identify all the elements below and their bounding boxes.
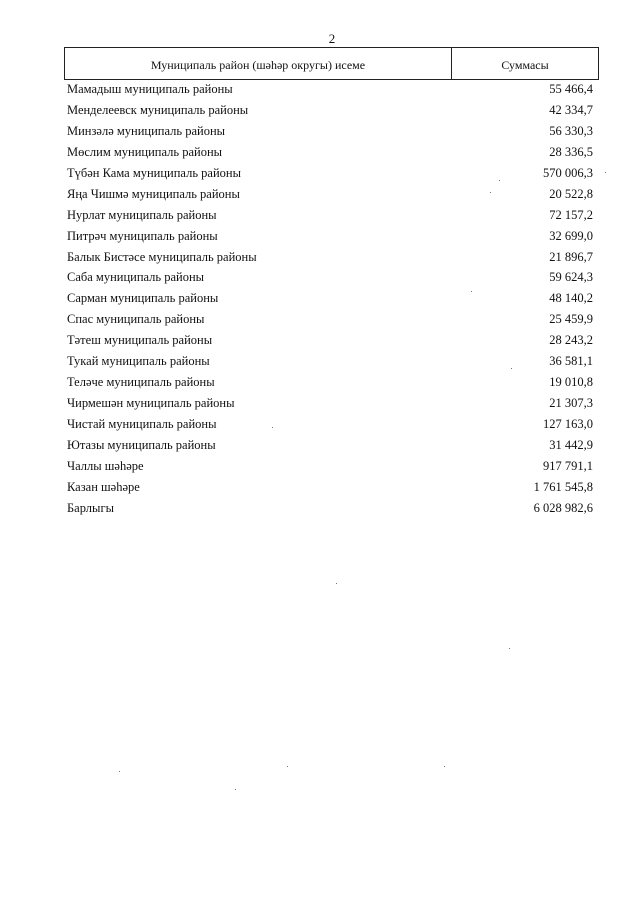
district-sum: 28 336,5 (549, 144, 593, 159)
table-row (67, 267, 593, 288)
table-row (67, 435, 593, 456)
city-name: Казан шәһәре (67, 479, 140, 494)
district-name: Теләче муниципаль районы (67, 375, 215, 390)
district-sum: 56 330,3 (549, 123, 593, 138)
table-row (67, 372, 593, 393)
table-body (67, 79, 593, 519)
scan-speck (272, 427, 273, 428)
district-sum: 59 624,3 (549, 270, 593, 285)
district-name: Мөслим муниципаль районы (67, 144, 223, 159)
district-sum: 31 442,9 (549, 437, 593, 452)
district-sum: 48 140,2 (549, 291, 593, 306)
table-row (67, 121, 593, 142)
scan-speck (119, 771, 120, 772)
table-row (67, 309, 593, 330)
district-name: Тукай муниципаль районы (67, 354, 210, 369)
column-header-name: Муниципаль район (шәһәр округы) исеме (65, 48, 452, 79)
table-row (67, 226, 593, 247)
scan-speck (490, 192, 491, 193)
table-row (67, 205, 593, 226)
scan-speck (336, 583, 337, 584)
total-row (67, 498, 593, 519)
scan-speck (444, 766, 445, 767)
city-sum: 917 791,1 (543, 458, 593, 473)
total-label: Барлыгы (67, 500, 114, 515)
district-sum: 36 581,1 (549, 354, 593, 369)
total-sum: 6 028 982,6 (533, 500, 593, 515)
page-number: 2 (328, 31, 336, 46)
district-name: Чирмешән муниципаль районы (67, 396, 235, 411)
district-name: Спас муниципаль районы (67, 312, 205, 327)
scan-speck (471, 291, 472, 292)
district-name: Сарман муниципаль районы (67, 291, 219, 306)
column-header-sum: Суммасы (501, 58, 549, 72)
district-sum: 28 243,2 (549, 333, 593, 348)
district-sum: 72 157,2 (549, 207, 593, 222)
district-sum: 21 307,3 (549, 396, 593, 411)
table-row (67, 414, 593, 435)
district-name: Нурлат муниципаль районы (67, 207, 217, 222)
district-sum: 127 163,0 (543, 417, 593, 431)
district-sum: 32 699,0 (549, 228, 593, 243)
city-sum: 1 761 545,8 (533, 479, 593, 494)
table-header (64, 47, 599, 80)
table-row (67, 456, 593, 477)
district-sum: 42 334,7 (549, 102, 593, 117)
district-name: Минзәлә муниципаль районы (67, 123, 226, 138)
district-name: Ютазы муниципаль районы (67, 437, 216, 452)
district-name: Питрәч муниципаль районы (67, 228, 218, 243)
table-row (67, 247, 593, 268)
district-sum: 21 896,7 (549, 249, 593, 264)
scan-speck (509, 648, 510, 649)
table-row (67, 163, 593, 184)
table-row (67, 351, 593, 372)
scan-speck (499, 180, 500, 181)
scan-speck (287, 766, 288, 767)
table-row (67, 142, 593, 163)
district-name: Менделеевск муниципаль районы (67, 102, 249, 117)
table-row (67, 184, 593, 205)
district-name: Яңа Чишмә муниципаль районы (67, 186, 240, 201)
table-row (67, 477, 593, 498)
district-name: Чистай муниципаль районы (67, 417, 217, 431)
district-sum: 19 010,8 (549, 375, 593, 390)
district-sum: 25 459,9 (549, 312, 593, 327)
table-row (67, 288, 593, 309)
city-name: Чаллы шәһәре (67, 458, 144, 473)
district-name: Балык Бистәсе муниципаль районы (67, 249, 257, 264)
scan-speck (235, 789, 236, 790)
district-sum: 20 522,8 (549, 186, 593, 201)
scan-speck (605, 172, 606, 173)
district-name: Түбән Кама муниципаль районы (67, 165, 241, 180)
table-row (67, 100, 593, 121)
scan-speck (511, 368, 512, 369)
district-sum: 55 466,4 (549, 82, 593, 96)
district-name: Мамадыш муниципаль районы (67, 82, 233, 96)
table-row (67, 330, 593, 351)
table-row (67, 79, 593, 100)
district-sum: 570 006,3 (543, 165, 593, 180)
district-name: Саба муниципаль районы (67, 270, 205, 285)
district-name: Тәтеш муниципаль районы (67, 333, 213, 348)
table-row (67, 393, 593, 414)
